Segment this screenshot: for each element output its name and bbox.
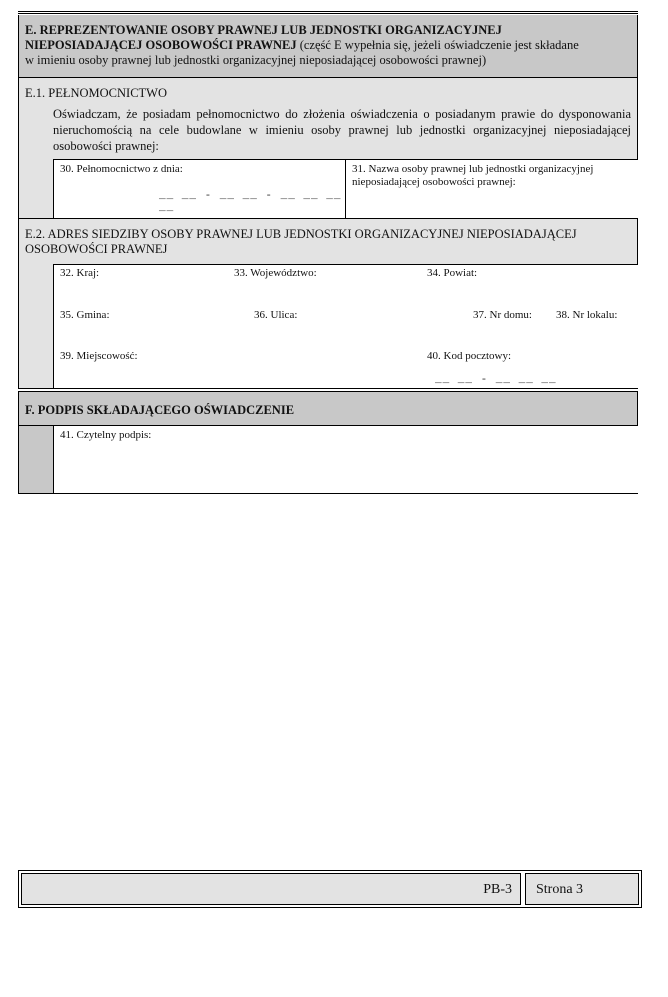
section-e-title-line1: E. REPREZENTOWANIE OSOBY PRAWNEJ LUB JEDNOSTKI ORGANIZACYJNEJ [25, 23, 502, 37]
top-border [18, 11, 638, 14]
field-32-country[interactable] [53, 264, 229, 308]
section-e2-title: E.2. ADRES SIEDZIBY OSOBY PRAWNEJ LUB JEDNOSTKI ORGANIZACYJNEJ NIEPOSIADAJĄCEJ OSOBOWOŚCI PRAWNEJ [25, 227, 577, 256]
section-f-header [18, 392, 638, 426]
field-37-house-number[interactable] [467, 307, 551, 349]
e1-statement: Oświadczam, że posiadam pełnomocnictwo do złożenia oświadczenia o posiadanym prawie do dysponowania nieruchomością na cele budowlane w imieniu osoby prawnej lub jednostki organizacyjnej nieposiadającej osobowości prawnej: [53, 107, 631, 153]
field-36-label: 36. Ulica: [254, 309, 298, 321]
field-33-label: 33. Województwo: [234, 267, 317, 279]
field-30-label: 30. Pełnomocnictwo z dnia: [60, 163, 183, 175]
field-37-label: 37. Nr domu: [473, 309, 532, 321]
field-41-signature[interactable] [53, 426, 638, 493]
field-41-label: 41. Czytelny podpis: [60, 429, 152, 441]
field-40-label: 40. Kod pocztowy: [427, 350, 512, 362]
field-30-date-mask: __ __ - __ __ - __ __ __ __ [159, 190, 342, 214]
field-40-postal-mask: __ __ - __ __ __ [435, 374, 557, 386]
field-39-label: 39. Miejscowość: [60, 350, 138, 362]
field-34-county[interactable] [421, 264, 638, 308]
section-e-note: (część E wypełnia się, jeżeli oświadczenie jest składane [296, 38, 579, 52]
field-33-voivodeship[interactable] [228, 264, 422, 308]
section-f-body [18, 426, 638, 494]
field-38-label: 38. Nr lokalu: [556, 309, 618, 321]
field-34-label: 34. Powiat: [427, 267, 478, 279]
field-38-apartment-number[interactable] [550, 307, 638, 349]
field-36-street[interactable] [248, 307, 468, 349]
section-e-note-line3: w imieniu osoby prawnej lub jednostki organizacyjnej nieposiadającej osobowości prawnej) [25, 53, 487, 67]
field-35-label: 35. Gmina: [60, 309, 110, 321]
field-40-postal-code[interactable] [421, 348, 638, 388]
section-e-header [18, 15, 638, 78]
footer-page-label: Strona 3 [536, 882, 584, 897]
field-31-label: 31. Nazwa osoby prawnej lub jednostki organizacyjnej nieposiadającej osobowości prawnej: [352, 163, 594, 188]
field-39-locality[interactable] [53, 348, 422, 388]
field-30-date[interactable] [53, 159, 346, 218]
field-35-municipality[interactable] [53, 307, 249, 349]
field-31-entity-name[interactable] [345, 159, 638, 218]
footer-frame [18, 870, 642, 908]
section-e2 [18, 219, 638, 388]
footer-page-cell [525, 873, 639, 905]
section-e1-title: E.1. PEŁNOMOCNICTWO [25, 86, 168, 100]
footer-form-code: PB-3 [483, 882, 512, 897]
section-e1 [18, 78, 638, 219]
footer-code-cell [21, 873, 521, 905]
section-e-title-line2 [25, 38, 635, 53]
section-e-title-bold: NIEPOSIADAJĄCEJ OSOBOWOŚCI PRAWNEJ [25, 38, 297, 52]
field-32-label: 32. Kraj: [60, 267, 100, 279]
section-f-title: F. PODPIS SKŁADAJĄCEGO OŚWIADCZENIE [25, 403, 295, 417]
